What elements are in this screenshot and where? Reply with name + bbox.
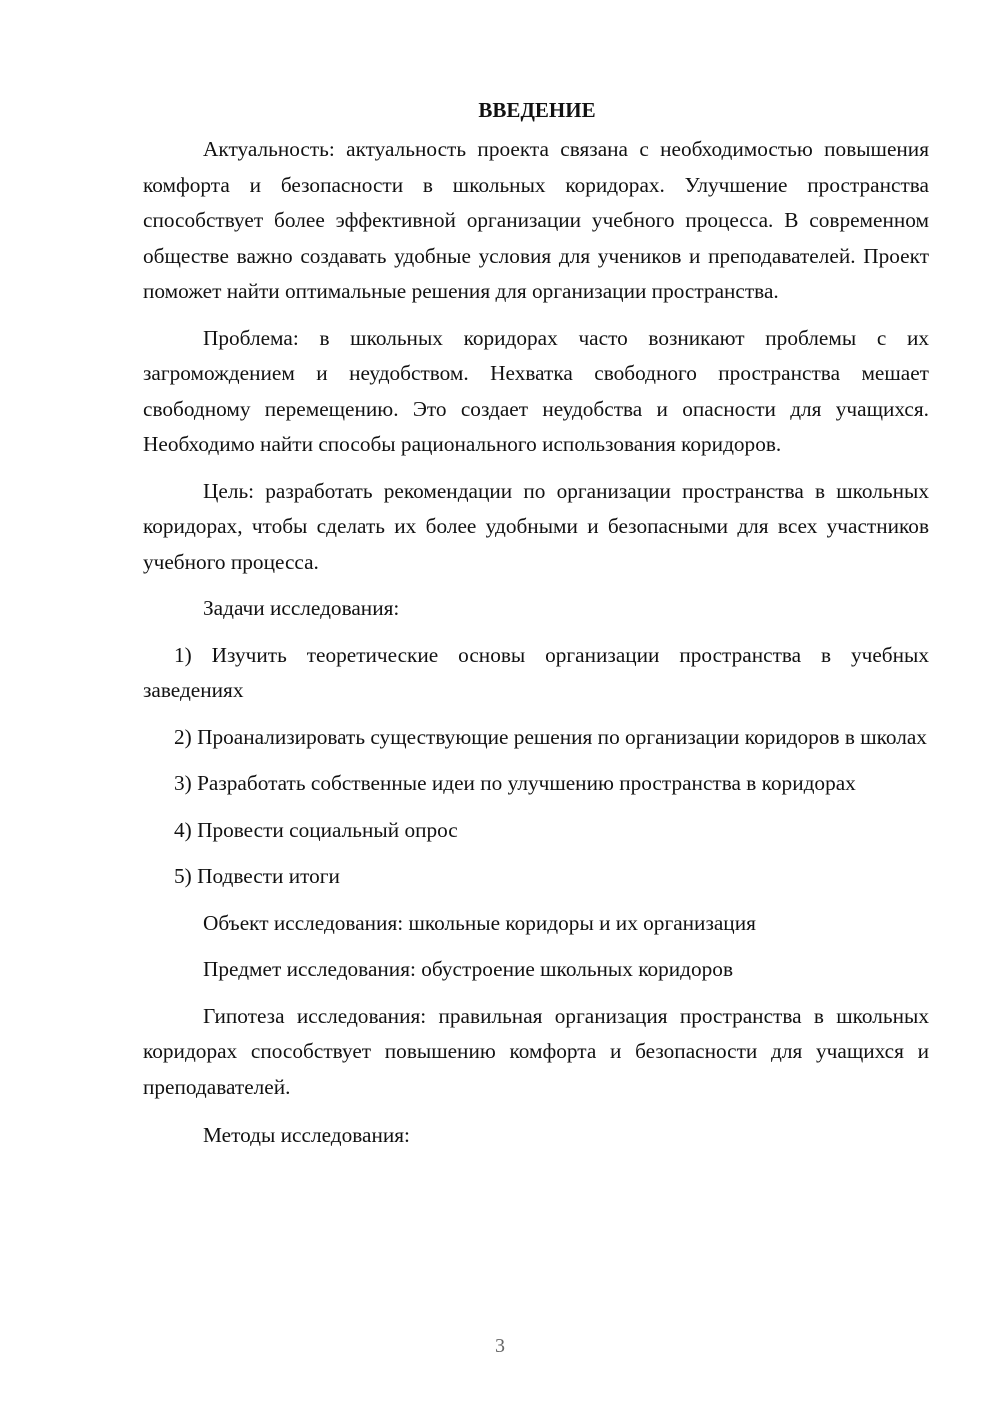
- paragraph-goal: Цель: разработать рекомендации по организации пространства в школьных коридорах, чтобы сделать их более удобными и безопасными для всех участников учебного процесса.: [143, 478, 929, 574]
- task-item-3: 3) Разработать собственные идеи по улучшению пространства в коридорах: [174, 771, 856, 795]
- paragraph-methods: Методы исследования:: [203, 1123, 410, 1147]
- task-item-2: 2) Проанализировать существующие решения по организации коридоров в школах: [174, 724, 927, 749]
- task-item-1: 1) Изучить теоретические основы организации пространства в учебных заведениях: [143, 642, 929, 702]
- paragraph-object: Объект исследования: школьные коридоры и их организация: [203, 910, 756, 935]
- document-page: [143, 92, 929, 1154]
- paragraph-tasks-heading: Задачи исследования:: [203, 596, 400, 620]
- paragraph-problem: Проблема: в школьных коридорах часто возникают проблемы с их загромождением и неудобством. Нехватка свободного пространства мешает свободному перемещению. Это создает неудобства и опасности для учащихся. Необходимо найти способы рационального использования коридоров.: [143, 325, 929, 456]
- paragraph-relevance: Актуальность: актуальность проекта связана с необходимостью повышения комфорта и безопасности в школьных коридорах. Улучшение пространства способствует более эффективной организации учебного процесса. В современном обществе важно создавать удобные условия для учеников и преподавателей. Проект поможет найти оптимальные решения для организации пространства.: [143, 137, 929, 303]
- section-title: ВВЕДЕНИЕ: [478, 98, 596, 122]
- paragraph-subject: Предмет исследования: обустроение школьных коридоров: [203, 957, 734, 981]
- task-item-4: 4) Провести социальный опрос: [174, 817, 458, 842]
- page-number: 3: [495, 1335, 505, 1357]
- paragraph-hypothesis: Гипотеза исследования: правильная организация пространства в школьных коридорах способствует повышению комфорта и безопасности для учащихся и преподавателей.: [143, 1003, 929, 1099]
- task-item-5: 5) Подвести итоги: [174, 864, 340, 888]
